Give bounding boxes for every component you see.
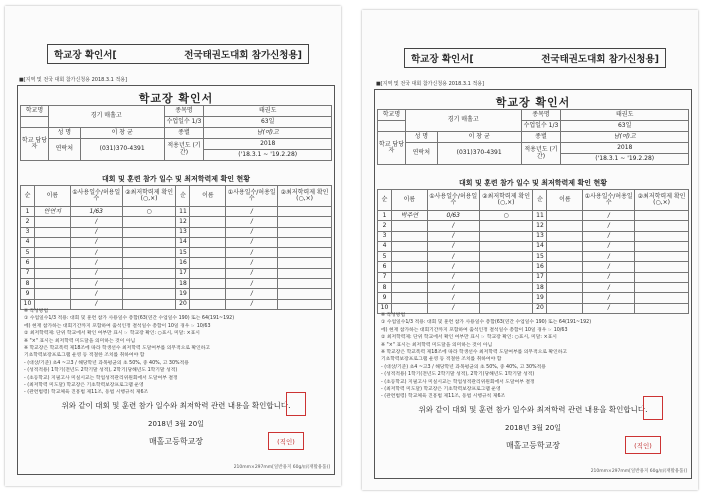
cell-n: 10 bbox=[378, 303, 392, 313]
phone-label: 연락처 bbox=[48, 139, 80, 161]
cell-days: / bbox=[70, 299, 122, 309]
note-line: ※ 학교장은 학교폭력 제18조에 따라 학생선수 최저학력 도달여부를 의무적으로 확인하고 bbox=[381, 350, 568, 356]
gender-value: 남(여)고 bbox=[204, 128, 332, 139]
table-row bbox=[21, 207, 332, 217]
cell-name bbox=[190, 217, 226, 227]
period-label: 적용년도 (기간) bbox=[164, 139, 204, 161]
cell-n: 15 bbox=[176, 248, 190, 258]
cell-n: 19 bbox=[533, 293, 547, 303]
cell-min bbox=[122, 248, 176, 258]
date-text: 2018년 3월 20일 bbox=[505, 424, 561, 432]
cell-min bbox=[278, 258, 332, 268]
participation-table bbox=[20, 185, 332, 310]
col-name: 이름 bbox=[391, 190, 427, 211]
table-row bbox=[378, 283, 689, 293]
school-stamp bbox=[643, 396, 663, 420]
cell-n: 2 bbox=[378, 221, 392, 231]
school-label: 학교명 bbox=[21, 106, 49, 117]
table-row bbox=[21, 289, 332, 299]
note-line: ※ 학교장은 학교폭력 제18조에 따라 학생선수 최저학력 도달여부를 의무적으로 확인하고 bbox=[24, 346, 211, 352]
note-line: - (성적적용) 1학기(전년도 2학기말 성적), 2학기(당해년도 1학기말 성적) bbox=[381, 372, 535, 378]
banner-title: 학교장 확인서[ bbox=[411, 54, 474, 65]
cell-min bbox=[635, 252, 689, 262]
cell-days: / bbox=[70, 279, 122, 289]
cell-n: 9 bbox=[21, 289, 35, 299]
school-value: 경기 매홀고 bbox=[48, 106, 164, 128]
cell-min bbox=[278, 217, 332, 227]
name-label: 성 명 bbox=[405, 132, 437, 143]
note-line: ※ 작성방법 bbox=[24, 309, 49, 314]
note-line: - (성적적용) 1학기(전년도 2학기말 성적), 2학기(당해년도 1학기말 성적) bbox=[24, 368, 178, 374]
form-footer: 210mm×297mm[일반용지 60g/㎡(재활용품)] bbox=[590, 469, 687, 474]
form-meta: ■[지역 및 전국 대회 참가신청용 2018.3.1 적용] bbox=[376, 81, 485, 87]
table-row bbox=[378, 221, 689, 231]
note-line: 에) 현재 참가하는 대회기간까지 포함하여 출석인정 결석일수 총합이 10일 경우 ☞ 10/63 bbox=[24, 323, 211, 329]
official-seal: (직인) bbox=[625, 436, 661, 454]
cell-days: / bbox=[226, 217, 278, 227]
cell-name bbox=[391, 293, 427, 303]
col-name: 이름 bbox=[547, 190, 583, 211]
official-seal: (직인) bbox=[268, 432, 304, 450]
cell-days: / bbox=[583, 231, 635, 241]
cell-name bbox=[547, 272, 583, 282]
cell-min bbox=[635, 293, 689, 303]
cell-n: 8 bbox=[21, 279, 35, 289]
cell-n: 16 bbox=[176, 258, 190, 268]
note-line: ② 최저학력제: 단위 학교에서 확인 여부만 표시 ☞ 학교장 확인: ○표시, 미달: ×표시 bbox=[381, 335, 557, 341]
col-no: 순 bbox=[21, 186, 35, 207]
document-left bbox=[5, 6, 341, 486]
cell-n: 1 bbox=[21, 207, 35, 217]
cell-name bbox=[34, 268, 70, 278]
cell-name bbox=[34, 217, 70, 227]
section-title: 대회 및 훈련 참가 일수 및 최저학력제 확인 현황 bbox=[102, 175, 250, 183]
cell-days: / bbox=[583, 262, 635, 272]
cell-name bbox=[190, 289, 226, 299]
col-name: 이름 bbox=[34, 186, 70, 207]
col-name: 이름 bbox=[190, 186, 226, 207]
cell-days: / bbox=[583, 293, 635, 303]
note-line: ※ "×" 표시는 최저학력 미도달을 의미하는 것이 아님 bbox=[24, 338, 136, 344]
col-min: ②최저학력제 확인(○,×) bbox=[278, 186, 332, 207]
cell-min bbox=[278, 279, 332, 289]
col-no: 순 bbox=[176, 186, 190, 207]
info-table bbox=[377, 109, 689, 165]
table-row bbox=[21, 248, 332, 258]
teacher-label: 학교 담당자 bbox=[21, 128, 49, 161]
cell-name bbox=[547, 231, 583, 241]
table-row bbox=[378, 241, 689, 251]
banner-purpose: 전국태권도대회 참가신청용] bbox=[541, 54, 659, 65]
cell-min bbox=[479, 241, 533, 251]
cell-days: 1/63 bbox=[70, 207, 122, 217]
cell-days: / bbox=[70, 237, 122, 247]
table-row bbox=[378, 211, 689, 221]
form-frame bbox=[17, 85, 335, 475]
note-line: 기초학력보장프로그램 운영 등 적절한 조치를 취하여야 함 bbox=[381, 357, 502, 363]
cell-min bbox=[635, 211, 689, 221]
cell-name bbox=[190, 279, 226, 289]
table-row bbox=[378, 262, 689, 272]
cell-n: 13 bbox=[176, 227, 190, 237]
cell-n: 11 bbox=[533, 211, 547, 221]
form-footer: 210mm×297mm[일반용지 60g/㎡(재활용품)] bbox=[233, 465, 330, 470]
cell-days: / bbox=[70, 227, 122, 237]
cell-name bbox=[34, 289, 70, 299]
cell-days: / bbox=[427, 262, 479, 272]
event-value: 태권도 bbox=[561, 110, 689, 121]
cell-name bbox=[34, 237, 70, 247]
event-value: 태권도 bbox=[204, 106, 332, 117]
cell-n: 5 bbox=[378, 252, 392, 262]
cell-days: / bbox=[226, 289, 278, 299]
cell-days: / bbox=[226, 258, 278, 268]
cell-n: 15 bbox=[533, 252, 547, 262]
note-line: 기초학력보장프로그램 운영 등 적절한 조치를 취하여야 함 bbox=[24, 353, 145, 359]
cell-days: / bbox=[70, 258, 122, 268]
name-value: 이 창 균 bbox=[80, 128, 164, 139]
days-value: 63일 bbox=[561, 121, 689, 132]
cell-n: 14 bbox=[533, 241, 547, 251]
cell-name bbox=[391, 262, 427, 272]
cell-name bbox=[190, 268, 226, 278]
cell-min bbox=[635, 241, 689, 251]
cell-days: / bbox=[427, 231, 479, 241]
name-label: 성 명 bbox=[48, 128, 80, 139]
cell-name bbox=[547, 283, 583, 293]
cell-min: ○ bbox=[479, 211, 533, 221]
note-line: - (대상/기준) 초4 ~고3 / 해당학년 과목평균의 초 50%, 중 40%, 고 30%적용 bbox=[24, 360, 189, 366]
cell-n: 4 bbox=[378, 241, 392, 251]
table-row bbox=[21, 237, 332, 247]
cell-name bbox=[547, 262, 583, 272]
period-value: ('18.3.1 ~ '19.2.28) bbox=[561, 154, 689, 165]
form-title: 학교장 확인서 bbox=[495, 96, 571, 109]
cell-name bbox=[391, 252, 427, 262]
cell-days: / bbox=[226, 279, 278, 289]
cell-n: 12 bbox=[176, 217, 190, 227]
cell-min bbox=[278, 289, 332, 299]
col-no: 순 bbox=[533, 190, 547, 211]
cell-name bbox=[34, 248, 70, 258]
cell-n: 20 bbox=[533, 303, 547, 313]
cell-name bbox=[190, 248, 226, 258]
cell-days: / bbox=[70, 248, 122, 258]
cell-days: / bbox=[70, 289, 122, 299]
col-days: ①사용일수/허용일수 bbox=[70, 186, 122, 207]
phone-value: (031)370-4391 bbox=[80, 139, 164, 161]
form-meta: ■[지역 및 전국 대회 참가신청용 2018.3.1 적용] bbox=[19, 77, 128, 83]
principal-text: 매홀고등학교장 bbox=[505, 441, 561, 450]
cell-days: / bbox=[226, 268, 278, 278]
date-text: 2018년 3월 20일 bbox=[148, 420, 204, 428]
form-title: 학교장 확인서 bbox=[138, 92, 214, 105]
principal-text: 매홀고등학교장 bbox=[148, 437, 204, 446]
table-row bbox=[21, 258, 332, 268]
period-label: 적용년도 (기간) bbox=[521, 143, 561, 165]
cell-name bbox=[190, 258, 226, 268]
cell-days: / bbox=[427, 252, 479, 262]
cell-n: 20 bbox=[176, 299, 190, 309]
cell-min bbox=[635, 283, 689, 293]
cell-min bbox=[479, 272, 533, 282]
cell-n: 18 bbox=[533, 283, 547, 293]
cell-n: 9 bbox=[378, 293, 392, 303]
cell-days: / bbox=[583, 241, 635, 251]
cell-min bbox=[122, 289, 176, 299]
cell-name bbox=[391, 283, 427, 293]
phone-label: 연락처 bbox=[405, 143, 437, 165]
cell-days: / bbox=[427, 293, 479, 303]
table-row bbox=[21, 227, 332, 237]
cell-n: 10 bbox=[21, 299, 35, 309]
cell-min bbox=[122, 258, 176, 268]
days-label: 수업일수 1/3 bbox=[521, 121, 561, 132]
cell-n: 6 bbox=[21, 258, 35, 268]
cell-min bbox=[635, 231, 689, 241]
cell-n: 2 bbox=[21, 217, 35, 227]
note-line: ① 수업일수1/3 적용: 대회 및 훈련 참가 사용일수 총합(63(연간 수업일수 190) 또는 64(191~192) bbox=[381, 320, 592, 326]
cell-name bbox=[547, 241, 583, 251]
notes-block bbox=[24, 308, 328, 397]
col-no: 순 bbox=[378, 190, 392, 211]
cell-min bbox=[278, 237, 332, 247]
cell-n: 19 bbox=[176, 289, 190, 299]
banner-title: 학교장 확인서[ bbox=[54, 50, 117, 61]
cell-min bbox=[278, 227, 332, 237]
cell-min bbox=[479, 231, 533, 241]
cell-days: / bbox=[427, 283, 479, 293]
cell-name bbox=[391, 272, 427, 282]
cell-min bbox=[635, 221, 689, 231]
cell-min bbox=[122, 237, 176, 247]
table-row bbox=[21, 268, 332, 278]
note-line: - (초등학교) 지필고사 미실시교는 학업성적관리위원회에서 도달여부 결정 bbox=[24, 375, 178, 381]
col-min: ②최저학력제 확인(○,×) bbox=[479, 190, 533, 211]
note-line: - (최저학력 미도달) 학교장은 기초학력보장프로그램 운영 bbox=[24, 383, 144, 389]
event-label: 종목명 bbox=[521, 110, 561, 121]
phone-value: (031)370-4391 bbox=[437, 143, 521, 165]
cell-min bbox=[479, 293, 533, 303]
banner-purpose: 전국태권도대회 참가신청용] bbox=[184, 50, 302, 61]
cell-min bbox=[278, 268, 332, 278]
cell-name bbox=[190, 237, 226, 247]
year-value: 2018 bbox=[561, 143, 689, 154]
cell-name: 안연지 bbox=[34, 207, 70, 217]
cell-min bbox=[479, 262, 533, 272]
cell-n: 4 bbox=[21, 237, 35, 247]
cell-n: 18 bbox=[176, 279, 190, 289]
cell-min bbox=[479, 221, 533, 231]
cell-name bbox=[547, 221, 583, 231]
cell-n: 13 bbox=[533, 231, 547, 241]
col-days: ①사용일수/허용일수 bbox=[226, 186, 278, 207]
cell-days: / bbox=[427, 241, 479, 251]
period-value: ('18.3.1 ~ '19.2.28) bbox=[204, 150, 332, 161]
gender-value: 남(여)고 bbox=[561, 132, 689, 143]
cell-days: 0/63 bbox=[427, 211, 479, 221]
event-label: 종목명 bbox=[164, 106, 204, 117]
cell-n: 7 bbox=[378, 272, 392, 282]
cell-min: ○ bbox=[122, 207, 176, 217]
cell-name bbox=[190, 227, 226, 237]
cell-name bbox=[391, 231, 427, 241]
days-label: 수업일수 1/3 bbox=[164, 117, 204, 128]
cell-days: / bbox=[583, 303, 635, 313]
cell-days: / bbox=[427, 221, 479, 231]
note-line: ① 수업일수1/3 적용: 대회 및 훈련 참가 사용일수 총합(63(연간 수업일수 190) 또는 64(191~192) bbox=[24, 316, 235, 322]
form-banner bbox=[47, 44, 309, 64]
gender-label: 종별 bbox=[164, 128, 204, 139]
cell-n: 14 bbox=[176, 237, 190, 247]
cell-n: 12 bbox=[533, 221, 547, 231]
confirm-text: 위와 같이 대회 및 훈련 참가 일수와 최저학력 관련 내용을 확인합니다. bbox=[418, 405, 648, 414]
cell-days: / bbox=[226, 237, 278, 247]
document-right bbox=[362, 10, 698, 490]
participation-table bbox=[377, 189, 689, 314]
cell-min bbox=[122, 227, 176, 237]
cell-n: 1 bbox=[378, 211, 392, 221]
cell-days: / bbox=[583, 252, 635, 262]
cell-min bbox=[278, 248, 332, 258]
school-value: 경기 매홀고 bbox=[405, 110, 521, 132]
cell-n: 11 bbox=[176, 207, 190, 217]
note-line: ※ "×" 표시는 최저학력 미도달을 의미하는 것이 아님 bbox=[381, 342, 493, 348]
cell-name bbox=[391, 221, 427, 231]
cell-min bbox=[278, 207, 332, 217]
col-days: ①사용일수/허용일수 bbox=[427, 190, 479, 211]
cell-min bbox=[122, 217, 176, 227]
confirm-text: 위와 같이 대회 및 훈련 참가 일수와 최저학력 관련 내용을 확인합니다. bbox=[61, 401, 291, 410]
cell-days: / bbox=[583, 283, 635, 293]
cell-days: / bbox=[226, 227, 278, 237]
cell-days: / bbox=[226, 207, 278, 217]
cell-name bbox=[391, 241, 427, 251]
table-row bbox=[21, 217, 332, 227]
cell-name bbox=[34, 227, 70, 237]
teacher-label: 학교 담당자 bbox=[378, 132, 406, 165]
cell-n: 17 bbox=[533, 272, 547, 282]
table-row bbox=[378, 293, 689, 303]
cell-min bbox=[479, 252, 533, 262]
cell-name bbox=[190, 207, 226, 217]
note-line: 에) 현재 참가하는 대회기간까지 포함하여 출석인정 결석일수 총합이 10일 경우 ☞ 10/63 bbox=[381, 327, 568, 333]
cell-min bbox=[122, 268, 176, 278]
cell-name bbox=[547, 252, 583, 262]
table-row bbox=[21, 279, 332, 289]
form-frame bbox=[374, 89, 692, 479]
section-title: 대회 및 훈련 참가 일수 및 최저학력제 확인 현황 bbox=[459, 179, 607, 187]
table-row bbox=[378, 252, 689, 262]
cell-min bbox=[635, 272, 689, 282]
col-min: ②최저학력제 확인(○,×) bbox=[635, 190, 689, 211]
cell-name bbox=[34, 279, 70, 289]
days-value: 63일 bbox=[204, 117, 332, 128]
note-line: - (최저학력 미도달) 학교장은 기초학력보장프로그램 운영 bbox=[381, 387, 501, 393]
cell-min bbox=[479, 283, 533, 293]
year-value: 2018 bbox=[204, 139, 332, 150]
col-min: ②최저학력제 확인(○,×) bbox=[122, 186, 176, 207]
cell-days: / bbox=[583, 221, 635, 231]
table-row bbox=[378, 231, 689, 241]
cell-name bbox=[34, 258, 70, 268]
cell-min bbox=[635, 262, 689, 272]
cell-days: / bbox=[70, 268, 122, 278]
cell-days: / bbox=[583, 211, 635, 221]
cell-n: 8 bbox=[378, 283, 392, 293]
note-line: - (관련법령) 학교체육 진흥법 제11조, 동법 시행규칙 제6조 bbox=[24, 390, 149, 396]
cell-days: / bbox=[427, 272, 479, 282]
cell-n: 16 bbox=[533, 262, 547, 272]
cell-days: / bbox=[226, 299, 278, 309]
gender-label: 종별 bbox=[521, 132, 561, 143]
cell-name: 박주연 bbox=[391, 211, 427, 221]
school-stamp bbox=[286, 392, 306, 416]
cell-n: 7 bbox=[21, 268, 35, 278]
cell-n: 17 bbox=[176, 268, 190, 278]
cell-n: 6 bbox=[378, 262, 392, 272]
cell-name bbox=[547, 293, 583, 303]
name-value: 이 창 균 bbox=[437, 132, 521, 143]
table-row bbox=[378, 272, 689, 282]
cell-days: / bbox=[583, 272, 635, 282]
note-line: ② 최저학력제: 단위 학교에서 확인 여부만 표시 ☞ 학교장 확인: ○표시, 미달: ×표시 bbox=[24, 331, 200, 337]
school-label: 학교명 bbox=[378, 110, 406, 121]
note-line: - (관련법령) 학교체육 진흥법 제11조, 동법 시행규칙 제6조 bbox=[381, 394, 506, 400]
info-table bbox=[20, 105, 332, 161]
col-days: ①사용일수/허용일수 bbox=[583, 190, 635, 211]
cell-days: / bbox=[226, 248, 278, 258]
note-line: ※ 작성방법 bbox=[381, 313, 406, 318]
note-line: - (대상/기준) 초4 ~고3 / 해당학년 과목평균의 초 50%, 중 40%, 고 30%적용 bbox=[381, 364, 546, 370]
cell-name bbox=[547, 211, 583, 221]
cell-days: / bbox=[70, 217, 122, 227]
cell-n: 5 bbox=[21, 248, 35, 258]
cell-n: 3 bbox=[378, 231, 392, 241]
form-banner bbox=[404, 48, 666, 68]
notes-block bbox=[381, 312, 685, 401]
cell-n: 3 bbox=[21, 227, 35, 237]
cell-min bbox=[122, 279, 176, 289]
note-line: - (초등학교) 지필고사 미실시교는 학업성적관리위원회에서 도달여부 결정 bbox=[381, 379, 535, 385]
cell-days: / bbox=[427, 303, 479, 313]
